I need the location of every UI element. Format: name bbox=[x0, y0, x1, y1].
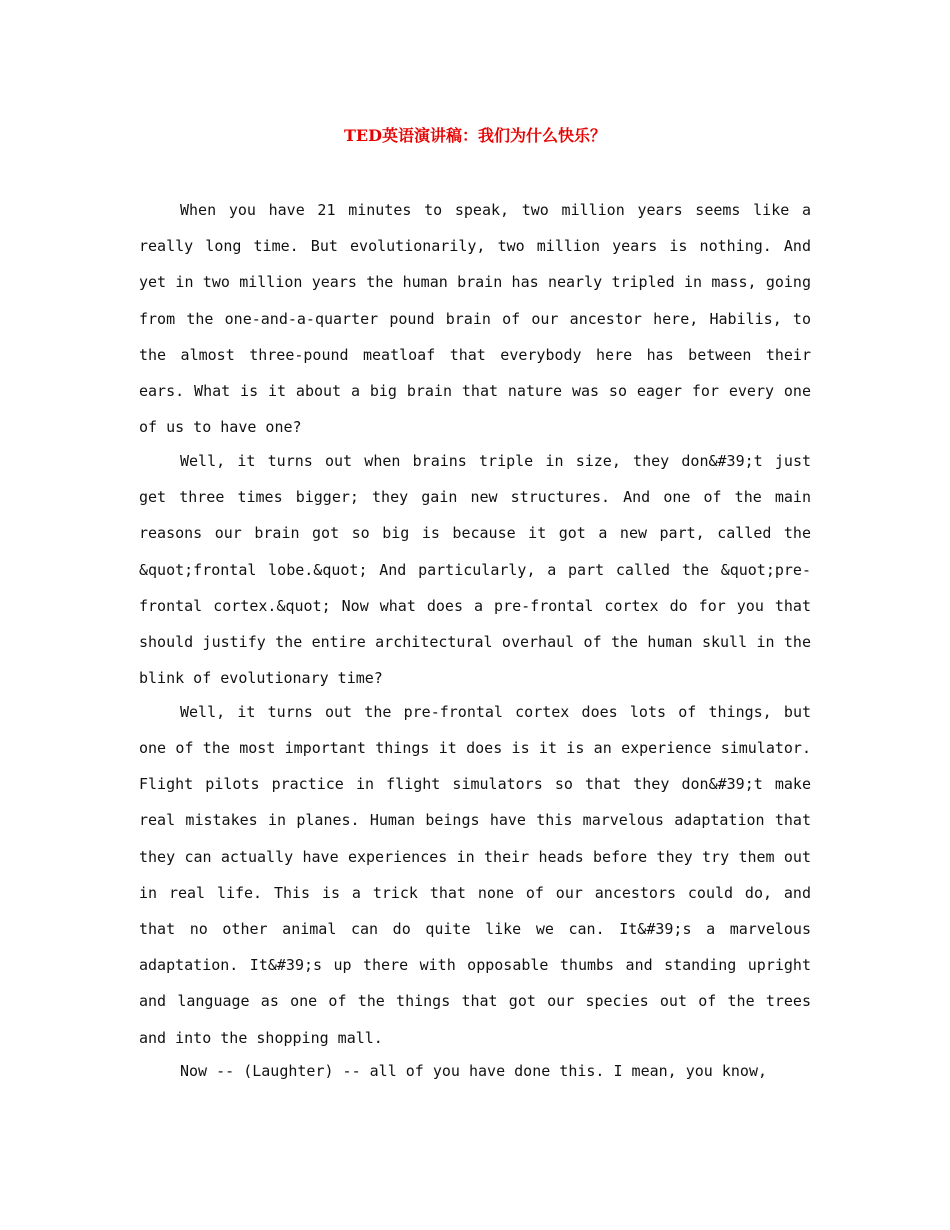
paragraph-2: Well, it turns out when brains triple in size, they don&#39;t just get three times bigger; they gain new structures. And one of the main reasons our brain got so big is because it got a new part, called the &quot;frontal lobe.&quot; And particularly, a part called the &quot;pre-frontal cortex.&quot; Now what does a pre-frontal cortex do for you that should justify the entire architectural overhaul of the human skull in the blink of evolutionary time? bbox=[139, 451, 811, 688]
paragraph-4: Now -- (Laughter) -- all of you have done this. I mean, you know, bbox=[180, 1062, 767, 1081]
document-title: TED英语演讲稿：我们为什么快乐？ bbox=[344, 126, 606, 145]
paragraph-1: When you have 21 minutes to speak, two million years seems like a really long time. But evolutionarily, two million years is nothing. And yet in two million years the human brain has nearly tripled in mass, going from the one-and-a-quarter pound brain of our ancestor here, Habilis, to the almost three-pound meatloaf that everybody here has between their ears. What is it about a big brain that nature was so eager for every one of us to have one? bbox=[139, 201, 811, 437]
document-body bbox=[139, 192, 811, 1087]
paragraph-3: Well, it turns out the pre-frontal cortex does lots of things, but one of the most important things it does is it is an experience simulator. Flight pilots practice in flight simulators so that they don&#39;t make real mistakes in planes. Human beings have this marvelous adaptation that they can actually have experiences in their heads before they try them out in real life. This is a trick that none of our ancestors could do, and that no other animal can do quite like we can. It&#39;s a marvelous adaptation. It&#39;s up there with opposable thumbs and standing upright and language as one of the things that got our species out of the trees and into the shopping mall. bbox=[139, 702, 811, 1047]
